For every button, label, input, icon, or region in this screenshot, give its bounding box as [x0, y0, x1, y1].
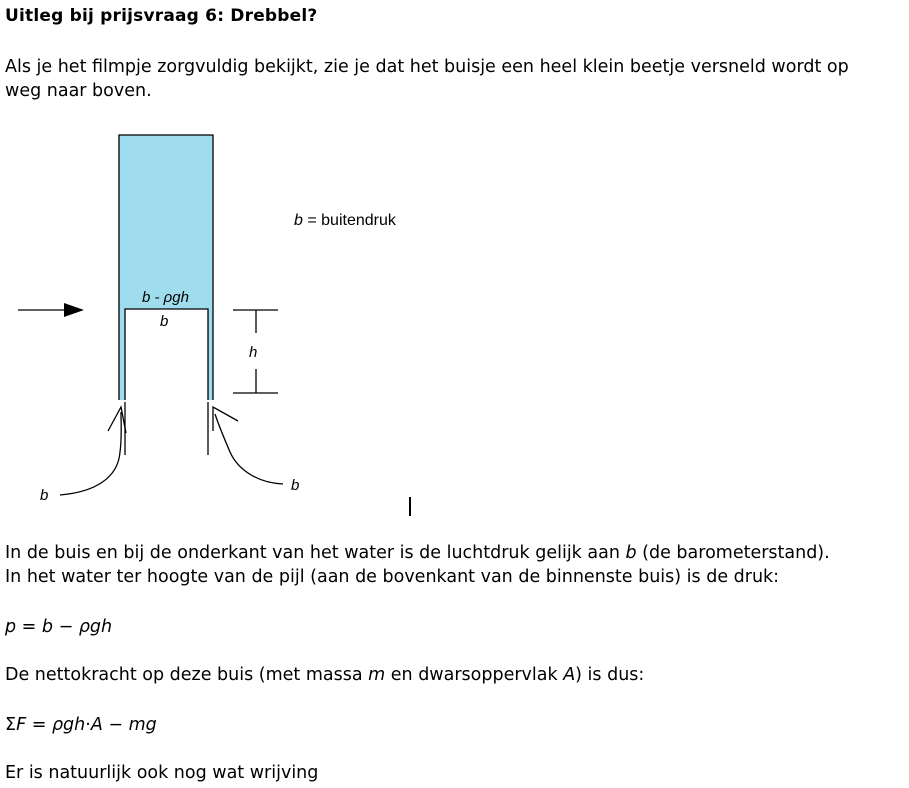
arrow-head: [64, 303, 84, 317]
page-title: Uitleg bij prijsvraag 6: Drebbel?: [5, 6, 318, 26]
paragraph-nettokracht: De nettokracht op deze buis (met massa m en dwarsoppervlak A) is dus:: [5, 665, 645, 685]
label-h: h: [249, 344, 258, 361]
label-inner-b: b: [160, 313, 169, 330]
paragraph-luchtdruk: In de buis en bij de onderkant van het water is de luchtdruk gelijk aan b (de barometerstand).: [5, 543, 830, 563]
formula-pressure: p = b − ρgh: [5, 617, 113, 637]
left-pressure-arrowhead: [108, 407, 126, 433]
label-b-minus-rgh: b - ρgh: [142, 289, 189, 306]
label-right-b: b: [291, 477, 300, 494]
legend-text: = buitendruk: [302, 212, 396, 229]
intro-line-2: weg naar boven.: [5, 81, 152, 101]
formula-net-force: ΣF = ρgh·A − mg: [5, 715, 157, 735]
legend-var: b: [294, 212, 303, 229]
paragraph-wrijving: Er is natuurlijk ook nog wat wrijving: [5, 763, 319, 783]
label-left-b: b: [40, 487, 49, 504]
intro-line-1: Als je het filmpje zorgvuldig bekijkt, zie je dat het buisje een heel klein beetje versneld wordt op: [5, 57, 849, 77]
right-pressure-curve: [215, 414, 283, 484]
text-cursor: [409, 497, 411, 516]
paragraph-druk-pijl: In het water ter hoogte van de pijl (aan de bovenkant van de binnenste buis) is de druk:: [5, 567, 780, 587]
legend: [294, 212, 397, 229]
var-b: b: [625, 543, 637, 563]
water-column: [119, 135, 213, 400]
